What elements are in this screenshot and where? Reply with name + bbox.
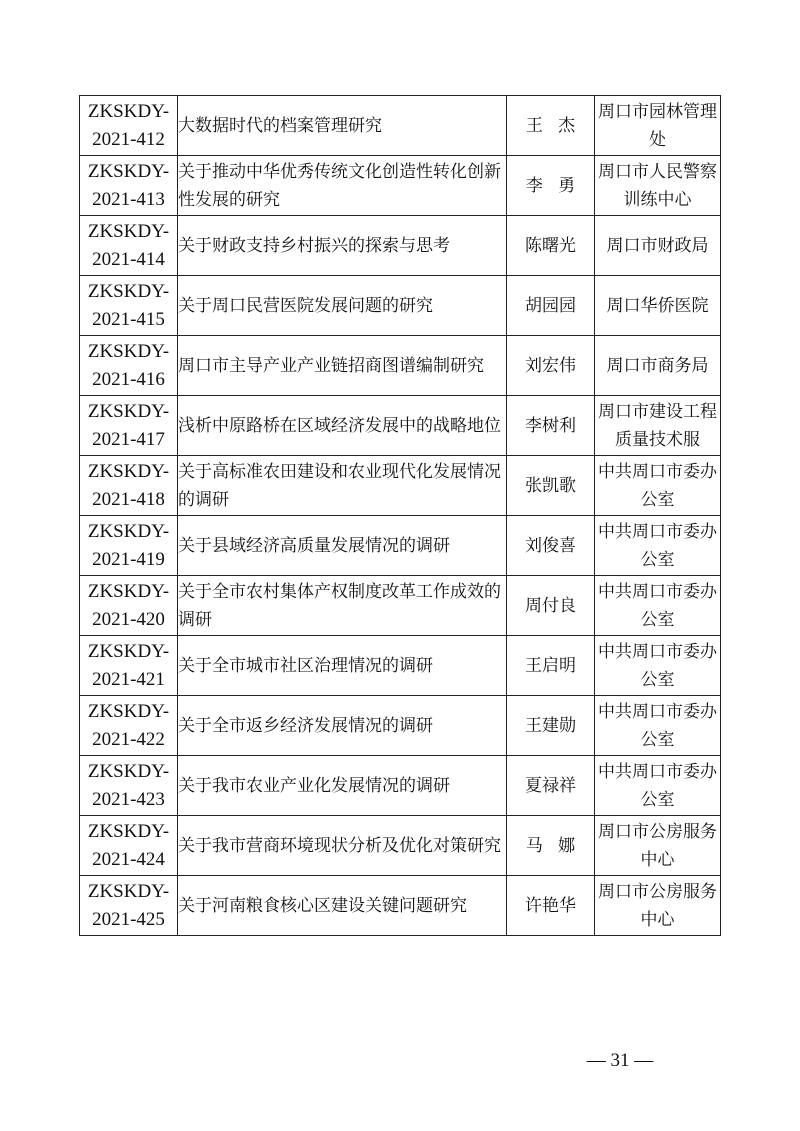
project-title-cell: 大数据时代的档案管理研究	[178, 96, 507, 156]
unit-cell: 周口市人民警察训练中心	[595, 156, 721, 216]
author-cell: 张凯歌	[507, 456, 595, 516]
project-id-cell: ZKSKDY- 2021-416	[80, 336, 178, 396]
unit-cell: 中共周口市委办公室	[595, 636, 721, 696]
table-row	[80, 396, 721, 456]
table-row	[80, 516, 721, 576]
unit-cell: 中共周口市委办公室	[595, 756, 721, 816]
author-cell: 李勇	[507, 156, 595, 216]
project-id-cell: ZKSKDY- 2021-424	[80, 816, 178, 876]
unit-cell: 周口市公房服务中心	[595, 876, 721, 936]
project-title-cell: 关于我市营商环境现状分析及优化对策研究	[178, 816, 507, 876]
table-row	[80, 336, 721, 396]
table-row	[80, 276, 721, 336]
project-id-cell: ZKSKDY- 2021-418	[80, 456, 178, 516]
author-cell: 许艳华	[507, 876, 595, 936]
project-title-cell: 关于财政支持乡村振兴的探索与思考	[178, 216, 507, 276]
table-row	[80, 96, 721, 156]
page-number: — 31 —	[586, 1050, 654, 1071]
table-row	[80, 456, 721, 516]
unit-cell: 周口市建设工程质量技术服	[595, 396, 721, 456]
project-title-cell: 关于我市农业产业化发展情况的调研	[178, 756, 507, 816]
unit-cell: 中共周口市委办公室	[595, 456, 721, 516]
author-cell: 王启明	[507, 636, 595, 696]
author-cell: 胡园园	[507, 276, 595, 336]
table-row	[80, 876, 721, 936]
project-title-cell: 浅析中原路桥在区域经济发展中的战略地位	[178, 396, 507, 456]
author-cell: 刘宏伟	[507, 336, 595, 396]
unit-cell: 周口市商务局	[595, 336, 721, 396]
table-row	[80, 156, 721, 216]
project-id-cell: ZKSKDY- 2021-417	[80, 396, 178, 456]
unit-cell: 周口市财政局	[595, 216, 721, 276]
project-table	[79, 95, 721, 936]
project-title-cell: 关于全市城市社区治理情况的调研	[178, 636, 507, 696]
table-row	[80, 816, 721, 876]
author-cell: 李树利	[507, 396, 595, 456]
project-title-cell: 周口市主导产业产业链招商图谱编制研究	[178, 336, 507, 396]
project-id-cell: ZKSKDY- 2021-423	[80, 756, 178, 816]
author-cell: 马娜	[507, 816, 595, 876]
project-title-cell: 关于周口民营医院发展问题的研究	[178, 276, 507, 336]
project-id-cell: ZKSKDY- 2021-421	[80, 636, 178, 696]
author-cell: 陈曙光	[507, 216, 595, 276]
author-cell: 周付良	[507, 576, 595, 636]
project-id-cell: ZKSKDY- 2021-419	[80, 516, 178, 576]
table-row	[80, 696, 721, 756]
table-row	[80, 636, 721, 696]
author-cell: 夏禄祥	[507, 756, 595, 816]
table-row	[80, 576, 721, 636]
project-id-cell: ZKSKDY- 2021-413	[80, 156, 178, 216]
author-cell: 王建勋	[507, 696, 595, 756]
project-title-cell: 关于县域经济高质量发展情况的调研	[178, 516, 507, 576]
project-id-cell: ZKSKDY- 2021-420	[80, 576, 178, 636]
unit-cell: 中共周口市委办公室	[595, 516, 721, 576]
unit-cell: 中共周口市委办公室	[595, 696, 721, 756]
table-row	[80, 216, 721, 276]
unit-cell: 周口华侨医院	[595, 276, 721, 336]
table-row	[80, 756, 721, 816]
unit-cell: 周口市公房服务中心	[595, 816, 721, 876]
project-title-cell: 关于全市农村集体产权制度改革工作成效的调研	[178, 576, 507, 636]
author-cell: 王杰	[507, 96, 595, 156]
project-title-cell: 关于河南粮食核心区建设关键问题研究	[178, 876, 507, 936]
project-id-cell: ZKSKDY- 2021-425	[80, 876, 178, 936]
project-id-cell: ZKSKDY- 2021-412	[80, 96, 178, 156]
project-id-cell: ZKSKDY- 2021-415	[80, 276, 178, 336]
unit-cell: 周口市园林管理处	[595, 96, 721, 156]
project-id-cell: ZKSKDY- 2021-414	[80, 216, 178, 276]
author-cell: 刘俊喜	[507, 516, 595, 576]
project-title-cell: 关于高标准农田建设和农业现代化发展情况的调研	[178, 456, 507, 516]
project-id-cell: ZKSKDY- 2021-422	[80, 696, 178, 756]
project-title-cell: 关于推动中华优秀传统文化创造性转化创新性发展的研究	[178, 156, 507, 216]
unit-cell: 中共周口市委办公室	[595, 576, 721, 636]
project-title-cell: 关于全市返乡经济发展情况的调研	[178, 696, 507, 756]
